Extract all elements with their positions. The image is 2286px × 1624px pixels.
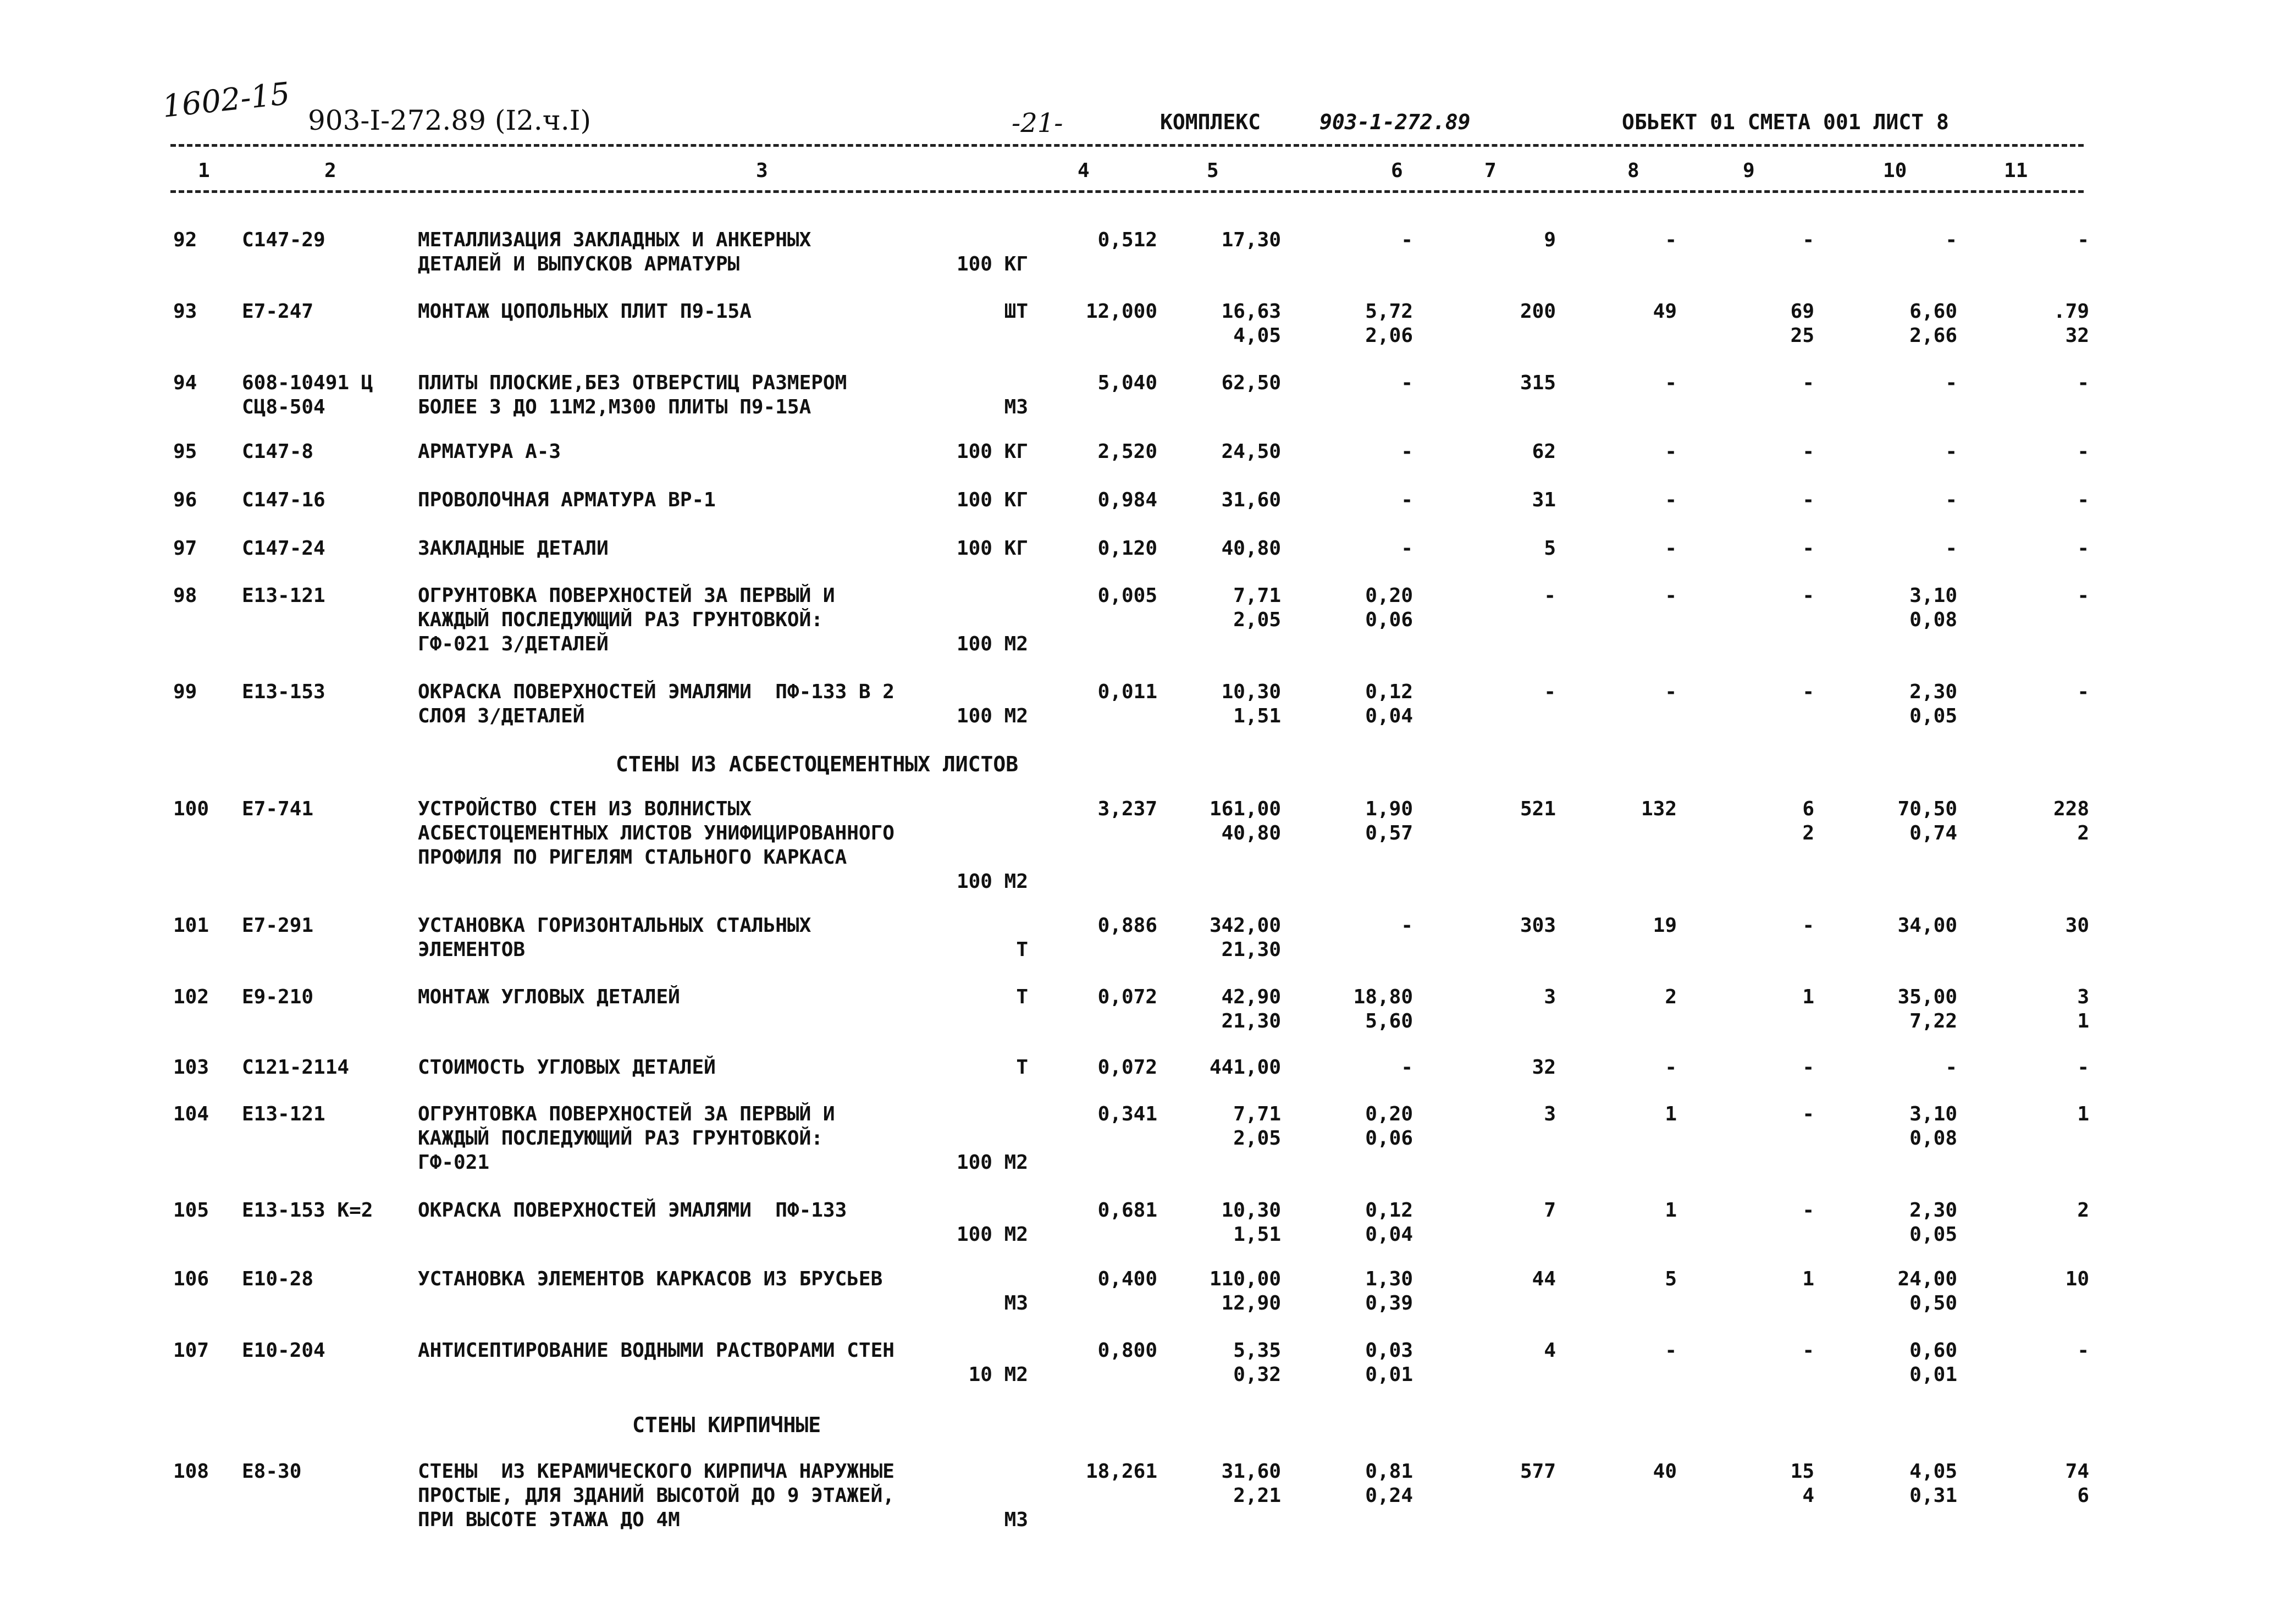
column-number: 7	[1484, 159, 1497, 182]
row-col-c9: -	[1802, 914, 1814, 937]
row-col-c9: 1	[1802, 1268, 1814, 1290]
row-description: ЗАКЛАДНЫЕ ДЕТАЛИ	[418, 537, 609, 560]
row-number: 105	[173, 1199, 209, 1222]
row-quantity: 0,120	[1097, 537, 1157, 560]
row-col-p: 17,30	[1221, 229, 1281, 251]
row-number: 100	[173, 798, 209, 820]
row-number: 93	[173, 300, 197, 323]
row-col-c8: 1	[1665, 1199, 1677, 1222]
row-col-c8: 19	[1653, 914, 1677, 937]
row-col-p: 62,50	[1221, 372, 1281, 394]
row-description: ОГРУНТОВКА ПОВЕРХНОСТЕЙ ЗА ПЕРВЫЙ И	[418, 1103, 835, 1125]
row-number: 104	[173, 1103, 209, 1125]
column-numbers	[0, 159, 2286, 184]
row-quantity: 0,341	[1097, 1103, 1157, 1125]
column-number: 2	[324, 159, 336, 182]
row-col-c11: 32	[2065, 324, 2089, 347]
row-col-p: 40,80	[1221, 822, 1281, 844]
row-quantity: 0,072	[1097, 1056, 1157, 1079]
row-col-c9: -	[1802, 489, 1814, 511]
row-col-p: 161,00	[1209, 798, 1281, 820]
row-col-c8: 132	[1641, 798, 1677, 820]
complex-label: КОМПЛЕКС	[1160, 110, 1261, 134]
row-unit: 100 КГ	[956, 440, 1028, 463]
row-unit: 100 М2	[956, 1223, 1028, 1246]
document-code: 903-I-272.89 (I2.ч.I)	[308, 104, 591, 136]
row-col-c9: -	[1802, 1339, 1814, 1362]
row-col-p: 31,60	[1221, 489, 1281, 511]
row-col-c10: 0,31	[1909, 1484, 1957, 1507]
column-number: 3	[756, 159, 768, 182]
row-col-c10: 6,60	[1909, 300, 1957, 323]
row-col-p: 1,51	[1233, 705, 1281, 727]
row-unit: 100 КГ	[956, 489, 1028, 511]
row-col-c6: 1,30	[1365, 1268, 1413, 1290]
row-col-c10: 3,10	[1909, 584, 1957, 607]
row-unit: 100 КГ	[956, 537, 1028, 560]
row-description: ГФ-021 З/ДЕТАЛЕЙ	[418, 633, 609, 655]
row-col-c11: 1	[2077, 1010, 2089, 1032]
row-unit: 100 КГ	[956, 253, 1028, 275]
row-col-c8: -	[1665, 1339, 1677, 1362]
column-number: 6	[1391, 159, 1403, 182]
row-col-c6: 0,04	[1365, 705, 1413, 727]
row-col-c10: -	[1945, 372, 1957, 394]
row-col-c8: 2	[1665, 986, 1677, 1008]
column-number: 4	[1078, 159, 1090, 182]
row-unit: М3	[1004, 1509, 1028, 1531]
row-description: УСТАНОВКА ЭЛЕМЕНТОВ КАРКАСОВ ИЗ БРУСЬЕВ	[418, 1268, 883, 1290]
row-col-c7: 3	[1544, 986, 1556, 1008]
row-quantity: 0,800	[1097, 1339, 1157, 1362]
handwritten-note: 1602-15	[161, 76, 292, 125]
row-col-c11: 30	[2065, 914, 2089, 937]
row-col-p: 7,71	[1233, 584, 1281, 607]
row-col-c6: -	[1401, 489, 1413, 511]
row-col-p: 10,30	[1221, 681, 1281, 703]
section-title-text: СТЕНЫ КИРПИЧНЫЕ	[632, 1413, 821, 1437]
row-unit: ШТ	[1004, 300, 1028, 323]
row-code: Е13-121	[242, 584, 325, 607]
row-col-c9: -	[1802, 681, 1814, 703]
row-quantity: 0,512	[1097, 229, 1157, 251]
row-col-c10: -	[1945, 537, 1957, 560]
row-col-c11: -	[2077, 584, 2089, 607]
row-col-p: 342,00	[1209, 914, 1281, 937]
row-code: Е7-247	[242, 300, 314, 323]
row-unit: М3	[1004, 1292, 1028, 1314]
column-number: 10	[1883, 159, 1907, 182]
row-col-c10: 0,08	[1909, 1127, 1957, 1150]
column-number: 9	[1743, 159, 1755, 182]
row-code: Е8-30	[242, 1460, 302, 1483]
row-description: ПРОСТЫЕ, ДЛЯ ЗДАНИЙ ВЫСОТОЙ ДО 9 ЭТАЖЕЙ,	[418, 1484, 894, 1507]
row-col-c6: 18,80	[1353, 986, 1413, 1008]
row-number: 94	[173, 372, 197, 394]
row-col-p: 10,30	[1221, 1199, 1281, 1222]
row-col-c7: 200	[1520, 300, 1556, 323]
row-col-c7: 9	[1544, 229, 1556, 251]
row-col-c8: -	[1665, 584, 1677, 607]
object-info: ОБЬЕКТ 01 СМЕТА 001 ЛИСТ 8	[1622, 110, 1949, 134]
row-col-c6: 0,20	[1365, 1103, 1413, 1125]
row-col-c11: -	[2077, 229, 2089, 251]
row-description: МЕТАЛЛИЗАЦИЯ ЗАКЛАДНЫХ И АНКЕРНЫХ	[418, 229, 811, 251]
row-code: Е9-210	[242, 986, 314, 1008]
row-number: 107	[173, 1339, 209, 1362]
row-col-p: 2,05	[1233, 609, 1281, 631]
row-col-p: 16,63	[1221, 300, 1281, 323]
row-quantity: 3,237	[1097, 798, 1157, 820]
row-number: 97	[173, 537, 197, 560]
row-col-c9: -	[1802, 537, 1814, 560]
row-col-c8: 49	[1653, 300, 1677, 323]
row-col-p: 0,32	[1233, 1363, 1281, 1386]
row-col-c6: 0,24	[1365, 1484, 1413, 1507]
row-col-c7: 62	[1532, 440, 1556, 463]
column-number: 11	[2004, 159, 2028, 182]
row-col-c11: -	[2077, 537, 2089, 560]
row-col-c6: 0,06	[1365, 1127, 1413, 1150]
header-rule-top	[170, 144, 2084, 147]
row-col-c7: 44	[1532, 1268, 1556, 1290]
row-col-p: 5,35	[1233, 1339, 1281, 1362]
row-quantity: 0,011	[1097, 681, 1157, 703]
row-col-c7: 577	[1520, 1460, 1556, 1483]
row-col-c7: 4	[1544, 1339, 1556, 1362]
row-col-p: 2,21	[1233, 1484, 1281, 1507]
row-col-c6: 5,72	[1365, 300, 1413, 323]
row-quantity: 12,000	[1085, 300, 1157, 323]
header-rule-bottom	[170, 190, 2084, 193]
row-unit: Т	[1016, 1056, 1028, 1079]
row-code: СЦ8-504	[242, 396, 325, 418]
row-col-c10: 0,74	[1909, 822, 1957, 844]
row-col-c10: 70,50	[1897, 798, 1957, 820]
row-col-c8: -	[1665, 537, 1677, 560]
row-quantity: 0,400	[1097, 1268, 1157, 1290]
row-code: Е13-153 К=2	[242, 1199, 373, 1222]
row-col-c6: 0,12	[1365, 681, 1413, 703]
row-col-c6: 0,81	[1365, 1460, 1413, 1483]
row-col-c8: -	[1665, 681, 1677, 703]
row-col-c9: 15	[1790, 1460, 1814, 1483]
row-col-c11: -	[2077, 440, 2089, 463]
row-code: С121-2114	[242, 1056, 350, 1079]
row-col-c7: 315	[1520, 372, 1556, 394]
row-col-c9: -	[1802, 1056, 1814, 1079]
row-col-c7: 7	[1544, 1199, 1556, 1222]
row-col-c7: 3	[1544, 1103, 1556, 1125]
row-col-c11: -	[2077, 1056, 2089, 1079]
row-col-c11: -	[2077, 681, 2089, 703]
row-unit: 100 М2	[956, 870, 1028, 893]
row-col-c6: -	[1401, 914, 1413, 937]
row-col-c9: 4	[1802, 1484, 1814, 1507]
row-description: ДЕТАЛЕЙ И ВЫПУСКОВ АРМАТУРЫ	[418, 253, 740, 275]
row-number: 99	[173, 681, 197, 703]
row-unit: М3	[1004, 396, 1028, 418]
row-unit: 100 М2	[956, 705, 1028, 727]
row-description: УСТАНОВКА ГОРИЗОНТАЛЬНЫХ СТАЛЬНЫХ	[418, 914, 811, 937]
row-code: 608-10491 Ц	[242, 372, 373, 394]
row-col-c8: -	[1665, 1056, 1677, 1079]
row-code: С147-29	[242, 229, 325, 251]
row-col-c9: -	[1802, 372, 1814, 394]
row-col-c8: -	[1665, 372, 1677, 394]
row-col-c7: 32	[1532, 1056, 1556, 1079]
row-col-c10: 3,10	[1909, 1103, 1957, 1125]
row-quantity: 5,040	[1097, 372, 1157, 394]
row-col-c6: 0,01	[1365, 1363, 1413, 1386]
row-number: 96	[173, 489, 197, 511]
row-col-c10: 0,08	[1909, 609, 1957, 631]
row-col-c8: -	[1665, 440, 1677, 463]
row-col-c6: 5,60	[1365, 1010, 1413, 1032]
row-col-c10: 0,60	[1909, 1339, 1957, 1362]
row-col-c10: -	[1945, 1056, 1957, 1079]
row-col-p: 4,05	[1233, 324, 1281, 347]
row-col-c9: -	[1802, 229, 1814, 251]
row-description: КАЖДЫЙ ПОСЛЕДУЮЩИЙ РАЗ ГРУНТОВКОЙ:	[418, 1127, 823, 1150]
row-col-c7: 31	[1532, 489, 1556, 511]
row-description: АНТИСЕПТИРОВАНИЕ ВОДНЫМИ РАСТВОРАМИ СТЕН	[418, 1339, 894, 1362]
row-quantity: 2,520	[1097, 440, 1157, 463]
row-col-c6: 0,03	[1365, 1339, 1413, 1362]
row-description: ОГРУНТОВКА ПОВЕРХНОСТЕЙ ЗА ПЕРВЫЙ И	[418, 584, 835, 607]
row-col-c9: 6	[1802, 798, 1814, 820]
row-col-p: 40,80	[1221, 537, 1281, 560]
row-description: ПРОФИЛЯ ПО РИГЕЛЯМ СТАЛЬНОГО КАРКАСА	[418, 846, 847, 869]
row-code: С147-24	[242, 537, 325, 560]
row-col-c9: 25	[1790, 324, 1814, 347]
row-description: ГФ-021	[418, 1151, 490, 1174]
row-col-c11: 10	[2065, 1268, 2089, 1290]
row-number: 106	[173, 1268, 209, 1290]
row-col-c11: .79	[2053, 300, 2089, 323]
row-description: УСТРОЙСТВО СТЕН ИЗ ВОЛНИСТЫХ	[418, 798, 752, 820]
row-code: Е13-121	[242, 1103, 325, 1125]
row-col-c11: 3	[2077, 986, 2089, 1008]
row-col-c10: 2,66	[1909, 324, 1957, 347]
row-code: С147-8	[242, 440, 314, 463]
row-description: ОКРАСКА ПОВЕРХНОСТЕЙ ЭМАЛЯМИ ПФ-133	[418, 1199, 847, 1222]
row-col-c8: -	[1665, 489, 1677, 511]
row-unit: Т	[1016, 986, 1028, 1008]
row-col-c9: -	[1802, 440, 1814, 463]
row-col-c11: 2	[2077, 822, 2089, 844]
row-col-p: 441,00	[1209, 1056, 1281, 1079]
row-description: ЭЛЕМЕНТОВ	[418, 938, 526, 961]
row-col-c11: 1	[2077, 1103, 2089, 1125]
row-col-c10: 0,05	[1909, 1223, 1957, 1246]
row-code: Е10-28	[242, 1268, 314, 1290]
row-col-c10: -	[1945, 489, 1957, 511]
row-description: АСБЕСТОЦЕМЕНТНЫХ ЛИСТОВ УНИФИЦИРОВАННОГО	[418, 822, 894, 844]
row-description: ПЛИТЫ ПЛОСКИЕ,БЕЗ ОТВЕРСТИЦ РАЗМЕРОМ	[418, 372, 847, 394]
row-number: 102	[173, 986, 209, 1008]
row-col-c10: 34,00	[1897, 914, 1957, 937]
column-number: 5	[1207, 159, 1219, 182]
row-col-c11: 228	[2053, 798, 2089, 820]
column-number: 8	[1627, 159, 1639, 182]
row-col-c8: -	[1665, 229, 1677, 251]
row-number: 95	[173, 440, 197, 463]
row-col-c10: -	[1945, 229, 1957, 251]
row-quantity: 0,681	[1097, 1199, 1157, 1222]
row-number: 92	[173, 229, 197, 251]
row-col-c6: 0,39	[1365, 1292, 1413, 1314]
row-col-c9: 69	[1790, 300, 1814, 323]
row-col-c10: 0,50	[1909, 1292, 1957, 1314]
row-col-c10: 24,00	[1897, 1268, 1957, 1290]
row-number: 101	[173, 914, 209, 937]
row-col-c6: 2,06	[1365, 324, 1413, 347]
row-col-p: 42,90	[1221, 986, 1281, 1008]
row-col-p: 21,30	[1221, 938, 1281, 961]
row-col-c8: 5	[1665, 1268, 1677, 1290]
row-col-c11: 2	[2077, 1199, 2089, 1222]
row-description: МОНТАЖ ЦОПОЛЬНЫХ ПЛИТ П9-15А	[418, 300, 752, 323]
row-code: Е7-741	[242, 798, 314, 820]
row-col-p: 21,30	[1221, 1010, 1281, 1032]
row-col-c9: -	[1802, 1103, 1814, 1125]
row-col-c11: -	[2077, 1339, 2089, 1362]
row-unit: 100 М2	[956, 1151, 1028, 1174]
row-col-c7: -	[1544, 681, 1556, 703]
row-col-c11: 6	[2077, 1484, 2089, 1507]
row-col-c7: 5	[1544, 537, 1556, 560]
row-description: СТОИМОСТЬ УГЛОВЫХ ДЕТАЛЕЙ	[418, 1056, 716, 1079]
row-col-c8: 1	[1665, 1103, 1677, 1125]
row-description: ПРОВОЛОЧНАЯ АРМАТУРА ВР-1	[418, 489, 716, 511]
row-col-p: 12,90	[1221, 1292, 1281, 1314]
row-col-c6: 0,57	[1365, 822, 1413, 844]
row-unit: 10 М2	[968, 1363, 1028, 1386]
row-description: КАЖДЫЙ ПОСЛЕДУЮЩИЙ РАЗ ГРУНТОВКОЙ:	[418, 609, 823, 631]
row-col-c6: -	[1401, 440, 1413, 463]
page-number: -21-	[1012, 108, 1063, 139]
row-col-c6: 0,20	[1365, 584, 1413, 607]
row-col-c10: 7,22	[1909, 1010, 1957, 1032]
row-unit: Т	[1016, 938, 1028, 961]
row-col-p: 2,05	[1233, 1127, 1281, 1150]
row-description: ПРИ ВЫСОТЕ ЭТАЖА ДО 4М	[418, 1509, 680, 1531]
row-quantity: 0,886	[1097, 914, 1157, 937]
row-code: Е13-153	[242, 681, 325, 703]
row-number: 103	[173, 1056, 209, 1079]
row-quantity: 0,072	[1097, 986, 1157, 1008]
row-col-c6: -	[1401, 229, 1413, 251]
row-col-c7: 303	[1520, 914, 1556, 937]
row-col-c10: 0,05	[1909, 705, 1957, 727]
row-number: 108	[173, 1460, 209, 1483]
row-col-c6: 0,12	[1365, 1199, 1413, 1222]
row-col-c10: 4,05	[1909, 1460, 1957, 1483]
row-col-c6: 0,06	[1365, 609, 1413, 631]
row-description: АРМАТУРА А-3	[418, 440, 561, 463]
row-col-c6: -	[1401, 1056, 1413, 1079]
row-col-c6: -	[1401, 537, 1413, 560]
row-code: Е7-291	[242, 914, 314, 937]
row-col-c9: 2	[1802, 822, 1814, 844]
row-quantity: 0,005	[1097, 584, 1157, 607]
section-title-text: СТЕНЫ ИЗ АСБЕСТОЦЕМЕНТНЫХ ЛИСТОВ	[616, 752, 1019, 776]
row-col-p: 31,60	[1221, 1460, 1281, 1483]
row-col-c6: -	[1401, 372, 1413, 394]
row-description: ОКРАСКА ПОВЕРХНОСТЕЙ ЭМАЛЯМИ ПФ-133 В 2	[418, 681, 894, 703]
row-quantity: 0,984	[1097, 489, 1157, 511]
row-col-c10: -	[1945, 440, 1957, 463]
row-col-c11: -	[2077, 372, 2089, 394]
row-col-p: 24,50	[1221, 440, 1281, 463]
row-description: БОЛЕЕ 3 ДО 11М2,М300 ПЛИТЫ П9-15А	[418, 396, 811, 418]
row-col-p: 1,51	[1233, 1223, 1281, 1246]
row-unit: 100 М2	[956, 633, 1028, 655]
row-col-c9: 1	[1802, 986, 1814, 1008]
row-col-c6: 0,04	[1365, 1223, 1413, 1246]
row-description: МОНТАЖ УГЛОВЫХ ДЕТАЛЕЙ	[418, 986, 680, 1008]
row-col-p: 110,00	[1209, 1268, 1281, 1290]
row-col-c7: -	[1544, 584, 1556, 607]
row-col-c10: 0,01	[1909, 1363, 1957, 1386]
row-description: СТЕНЫ ИЗ КЕРАМИЧЕСКОГО КИРПИЧА НАРУЖНЫЕ	[418, 1460, 894, 1483]
row-col-c10: 35,00	[1897, 986, 1957, 1008]
row-col-p: 7,71	[1233, 1103, 1281, 1125]
complex-code: 903-1-272.89	[1319, 110, 1471, 134]
row-col-c10: 2,30	[1909, 681, 1957, 703]
row-col-c11: -	[2077, 489, 2089, 511]
column-number: 1	[198, 159, 210, 182]
row-description: СЛОЯ З/ДЕТАЛЕЙ	[418, 705, 585, 727]
row-col-c8: 40	[1653, 1460, 1677, 1483]
row-col-c7: 521	[1520, 798, 1556, 820]
row-code: С147-16	[242, 489, 325, 511]
row-number: 98	[173, 584, 197, 607]
row-col-c9: -	[1802, 1199, 1814, 1222]
row-col-c11: 74	[2065, 1460, 2089, 1483]
row-quantity: 18,261	[1085, 1460, 1157, 1483]
row-col-c10: 2,30	[1909, 1199, 1957, 1222]
row-code: Е10-204	[242, 1339, 325, 1362]
row-col-c9: -	[1802, 584, 1814, 607]
row-col-c6: 1,90	[1365, 798, 1413, 820]
